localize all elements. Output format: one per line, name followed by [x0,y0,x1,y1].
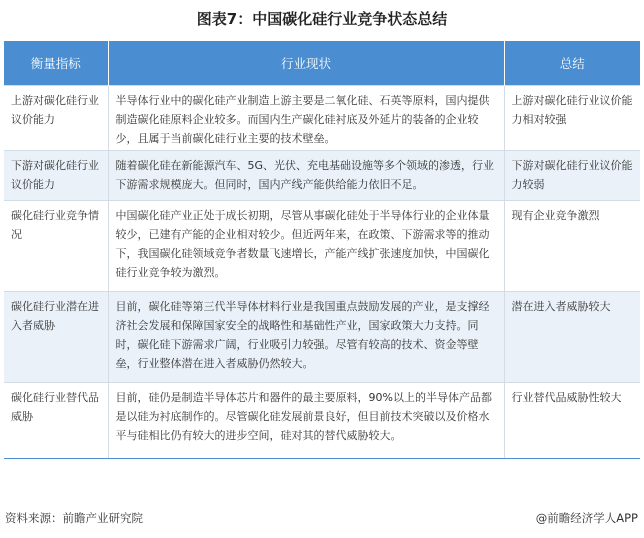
status-cell: 随着碳化硅在新能源汽车、5G、光伏、充电基础设施等多个领域的渗透，行业下游需求规模庞大。但同时，国内产线产能供给能力依旧不足。 [108,151,504,201]
table-row [4,383,640,459]
table-row [4,201,640,292]
chart-title: 图表7：中国碳化硅行业竞争状态总结 [196,10,448,28]
competition-summary-table [4,41,640,459]
metric-cell: 碳化硅行业潜在进入者威胁 [4,292,108,383]
status-cell: 目前，碳化硅等第三代半导体材料行业是我国重点鼓励发展的产业，是支撑经济社会发展和保障国家安全的战略性和基础性产业，国家政策大力支持。同时，碳化硅下游需求广阔，行业吸引力较强。尽管有较高的技术、资金等壁垒，行业整体潜在进入者威胁仍然较大。 [108,292,504,383]
brand-credit: @前瞻经济学人APP [535,511,638,525]
column-header-summary: 总结 [504,41,640,86]
metric-cell: 下游对碳化硅行业议价能力 [4,151,108,201]
status-cell: 半导体行业中的碳化硅产业制造上游主要是二氧化硅、石英等原料，国内提供制造碳化硅原料企业较多。而国内生产碳化硅衬底及外延片的装备的企业较少，且属于当前碳化硅行业主要的技术壁垒。 [108,86,504,151]
column-header-metric: 衡量指标 [4,41,108,86]
summary-cell: 上游对碳化硅行业议价能力相对较强 [504,86,640,151]
table-row [4,86,640,151]
source-note: 资料来源：前瞻产业研究院 [5,511,143,525]
column-header-status: 行业现状 [108,41,504,86]
metric-cell: 上游对碳化硅行业议价能力 [4,86,108,151]
summary-cell: 现有企业竞争激烈 [504,201,640,292]
metric-cell: 碳化硅行业替代品威胁 [4,383,108,459]
status-cell: 中国碳化硅产业正处于成长初期，尽管从事碳化硅处于半导体行业的企业体量较少，已建有产能的企业相对较少。但近两年来，在政策、下游需求等的推动下，我国碳化硅领域竞争者数量飞速增长，产能产线扩张速度加快，中国碳化硅行业竞争较为激烈。 [108,201,504,292]
metric-cell: 碳化硅行业竞争情况 [4,201,108,292]
status-cell: 目前，硅仍是制造半导体芯片和器件的最主要原料，90%以上的半导体产品都是以硅为衬底制作的。尽管碳化硅发展前景良好，但目前技术突破以及价格水平与硅相比仍有较大的进步空间，硅对其的替代威胁较大。 [108,383,504,459]
table-header-row [4,41,640,86]
summary-cell: 潜在进入者威胁较大 [504,292,640,383]
summary-cell: 下游对碳化硅行业议价能力较弱 [504,151,640,201]
table-row [4,151,640,201]
summary-cell: 行业替代品威胁性较大 [504,383,640,459]
table-row [4,292,640,383]
